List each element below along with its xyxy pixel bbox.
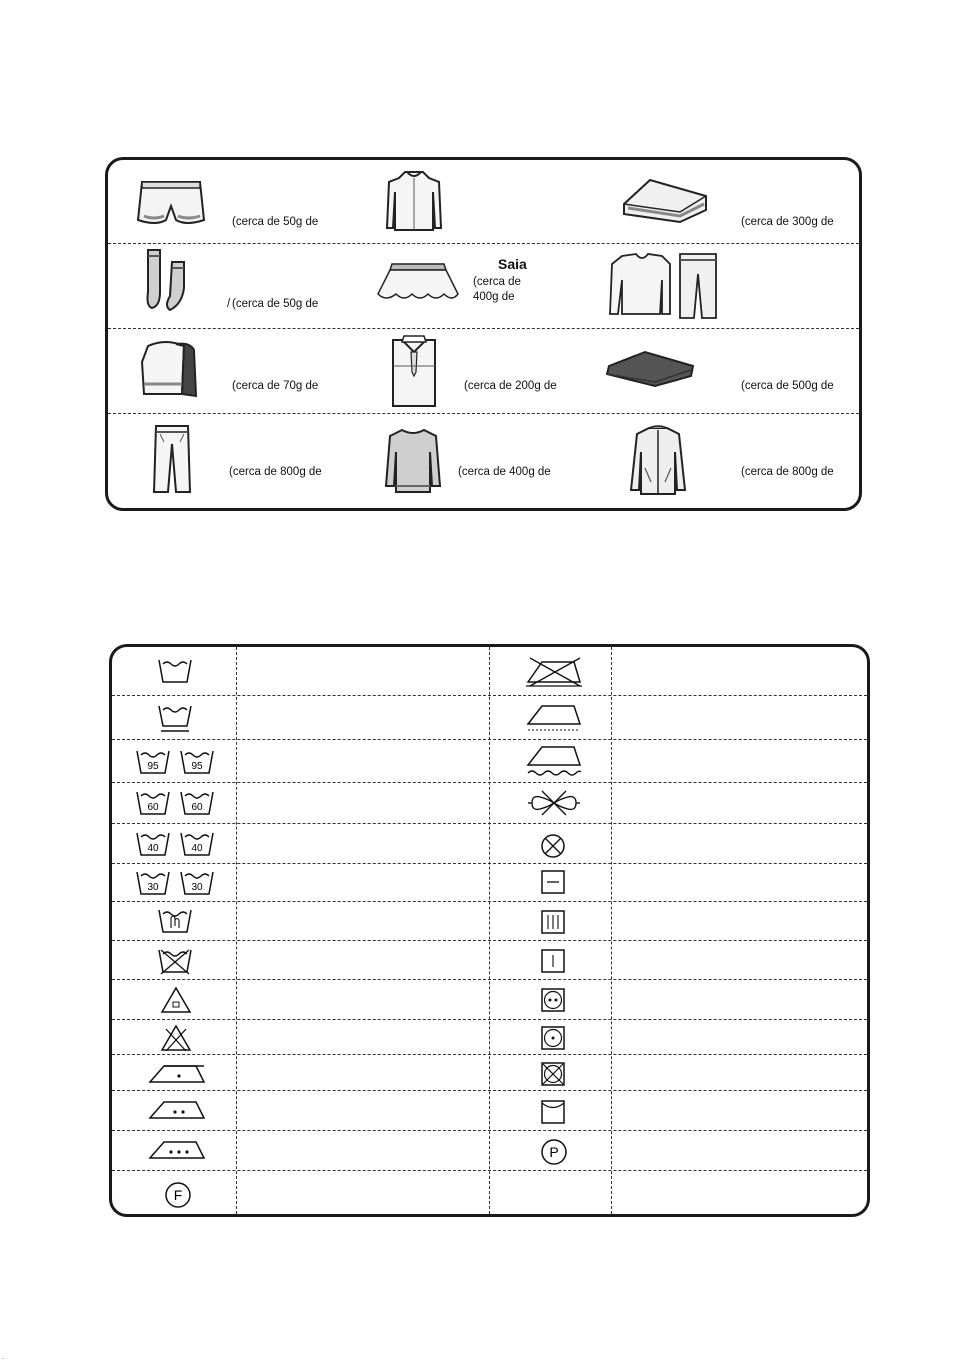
wash-95-icon (135, 747, 171, 777)
dry-flat-icon (540, 869, 566, 895)
row-divider (108, 328, 859, 329)
row-divider (112, 695, 867, 696)
line-dry-icon (540, 948, 566, 974)
wash-40-gentle-label: 40 (191, 843, 203, 854)
shorts-icon (136, 176, 206, 228)
wash-40-icon (135, 829, 171, 859)
wash-30-label: 30 (147, 882, 159, 893)
wash-95-label: 95 (147, 761, 159, 772)
wash-30-icon (135, 868, 171, 898)
row-divider (112, 782, 867, 783)
tumble-dry-low-icon (540, 1025, 566, 1051)
sweater-weight: (cerca de 400g de (458, 466, 551, 478)
dress-shirt-icon (390, 332, 438, 408)
jacket-icon (627, 424, 689, 498)
do-not-tumble-dry-icon (540, 1061, 566, 1087)
row-divider (112, 823, 867, 824)
row-divider (112, 1170, 867, 1171)
garment-weight-panel (105, 157, 862, 511)
shirt-icon (383, 168, 445, 234)
jeans-icon (152, 422, 192, 496)
row-divider (112, 1090, 867, 1091)
pajamas-icon (608, 250, 720, 320)
wash-tub-bar-icon (157, 702, 193, 734)
do-not-wring-icon (526, 789, 582, 817)
towel-icon (605, 348, 697, 388)
shorts-weight: (cerca de 50g de (232, 216, 319, 228)
wash-60-label: 60 (147, 802, 159, 813)
skirt-weight-line1: (cerca de (473, 276, 521, 288)
row-divider (112, 940, 867, 941)
row-divider (112, 1054, 867, 1055)
towel-weight: (cerca de 500g de (741, 380, 834, 392)
care-symbols-panel (109, 644, 870, 1217)
sweater-icon (384, 426, 442, 496)
iron-1-dot-icon (148, 1060, 206, 1086)
jacket-weight: (cerca de 800g de (741, 466, 834, 478)
dry-clean-f-icon (163, 1180, 193, 1210)
wash-40-label: 40 (147, 843, 159, 854)
do-not-dry-clean-icon (539, 832, 567, 860)
do-not-bleach-icon (160, 1023, 192, 1053)
row-divider (112, 863, 867, 864)
drip-dry-icon (540, 909, 566, 935)
column-divider (489, 647, 490, 1214)
pillowcase-weight: (cerca de 70g de (232, 380, 319, 392)
wash-60-gentle-icon (179, 788, 215, 818)
row-divider (112, 901, 867, 902)
skirt-icon (376, 260, 460, 304)
wash-40-gentle-icon (179, 829, 215, 859)
wash-30-gentle-label: 30 (191, 882, 203, 893)
wash-60-icon (135, 788, 171, 818)
do-not-wash-icon (157, 946, 193, 976)
skirt-title: Saia (498, 256, 527, 272)
socks-weight-mark: / (227, 298, 231, 310)
dry-clean-f-label: F (173, 1187, 183, 1203)
iron-3-dots-icon (148, 1136, 206, 1162)
dry-clean-p-label: P (549, 1144, 559, 1160)
pillowcase-icon (138, 338, 198, 402)
socks-weight: (cerca de 50g de (232, 298, 319, 310)
hang-dry-icon (540, 1098, 566, 1126)
iron-2-dots-icon (148, 1096, 206, 1122)
row-divider (108, 413, 859, 414)
dry-clean-p-icon (539, 1137, 569, 1167)
row-divider (108, 243, 859, 244)
row-divider (112, 979, 867, 980)
wash-tub-icon (157, 656, 193, 686)
sheet-weight: (cerca de 300g de (741, 216, 834, 228)
dress-shirt-weight: (cerca de 200g de (464, 380, 557, 392)
column-divider (611, 647, 612, 1214)
row-divider (112, 1019, 867, 1020)
steam-iron-icon (524, 700, 584, 734)
row-divider (112, 1130, 867, 1131)
wash-30-gentle-icon (179, 868, 215, 898)
skirt-weight-line2: 400g de (473, 291, 515, 303)
bleach-icon (160, 985, 192, 1015)
jeans-weight: (cerca de 800g de (229, 466, 322, 478)
iron-wavy-icon (524, 743, 584, 779)
folded-sheet-icon (620, 176, 710, 226)
socks-icon (142, 248, 192, 312)
hand-wash-icon (157, 906, 193, 936)
row-divider (112, 739, 867, 740)
do-not-iron-icon (524, 654, 584, 688)
wash-95-gentle-label: 95 (191, 761, 203, 772)
wash-95-gentle-icon (179, 747, 215, 777)
wash-60-gentle-label: 60 (191, 802, 203, 813)
tumble-dry-high-icon (540, 987, 566, 1013)
column-divider (236, 647, 237, 1214)
page-footer-mark: . (2, 1354, 4, 1361)
